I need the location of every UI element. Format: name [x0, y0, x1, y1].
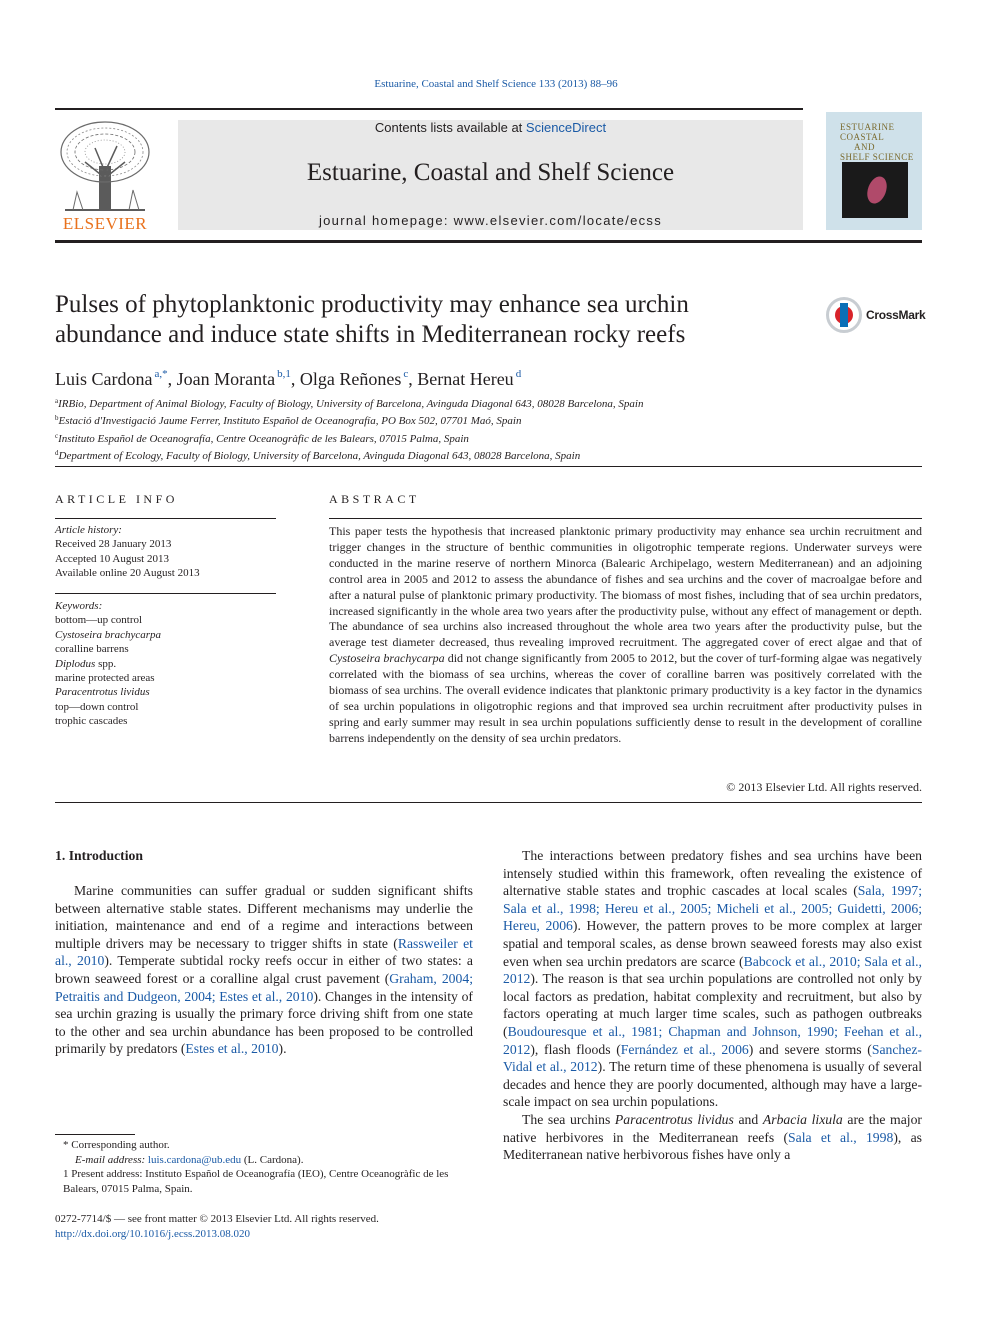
- issn-line: 0272-7714/$ — see front matter © 2013 Elsevier Ltd. All rights reserved.: [55, 1213, 379, 1225]
- author-affiliation-marker[interactable]: b,1: [277, 368, 291, 380]
- elsevier-logo[interactable]: [55, 118, 155, 234]
- intro-left-column: Marine communities can suffer gradual or sudden significant shifts between alternative stable states. Different mechanisms may underlie the initiation, maintenance and end of a regime and interactions between multiple drivers may be necessary to trigger shifts in state (Rassweiler et al., 2010). Temperate subtidal rocky reefs occur in either of two states: a brown seaweed forest or a coralline algal crust pavement (Graham, 2004; Petraitis and Dudgeon, 2004; Estes et al., 2010). Changes in the intensity of sea urchin grazing is usually the primary force driving shift from one state to the other and sea urchin abundance has been proposed to be controlled primarily by predators (Estes et al., 2010).: [55, 883, 473, 1057]
- divider: [55, 802, 922, 803]
- keyword-item: Diplodus spp.: [55, 657, 117, 670]
- article-history: Article history: Received 28 January 2013 Accepted 10 August 2013 Available online 20 August 2013: [55, 523, 276, 581]
- history-item: Accepted 10 August 2013: [55, 552, 169, 565]
- front-matter: [55, 1212, 555, 1242]
- cover-title: ESTUARINE COASTAL AND SHELF SCIENCE: [840, 122, 914, 162]
- author-list: Luis Cardona $^{a,*}$, Joan Moranta $^{b,1}$, Olga Reñones $^c$, Bernat Hereu $^d$: [55, 368, 522, 389]
- article-info-label: ARTICLE INFO: [55, 492, 178, 506]
- intro-right-column: The interactions between predatory fishes and sea urchins have been intensely studied within this framework, often revealing the existence of alternative stable states and trophic cascades at local scales (Sala, 1997; Sala et al., 1998; Hereu et al., 2005; Micheli et al., 2005; Guidetti, 2006; Hereu, 2006). However, the pattern proves to be more complex at larger spatial and temporal scales, as dense brown seaweed forests may also exist even when sea urchin predators are scarce (Babcock et al., 2010; Sala et al., 2012). The reason is that sea urchin populations are controlled not only by local factors as predation, habitat complexity and recruitment, but also by factors operating at much larger time scales, such as pathogen outbreaks (Boudouresque et al., 1981; Chapman and Johnson, 1990; Feehan et al., 2012), flash floods (Fernández et al., 2006) and severe storms (Sanchez-Vidal et al., 2012). The return time of these phenomena is usually of several decades and hence they are poorly documented, although may have a large-scale impact on sea urchin populations. The sea urchins Paracentrotus lividus and Arbacia lixula are the major native herbivores in the Mediterranean reefs (Sala et al., 1998), as Mediterranean native herbivorous fishes have only a: [503, 848, 923, 1163]
- author-name[interactable]: Luis Cardona: [55, 369, 153, 389]
- divider: [55, 466, 922, 467]
- author-name[interactable]: Olga Reñones: [299, 369, 402, 389]
- article-title: Pulses of phytoplanktonic productivity may enhance sea urchin abundance and induce state shifts in Mediterranean rocky reefs: [55, 291, 689, 348]
- journal-cover-image[interactable]: [826, 112, 922, 230]
- crossmark-icon: [826, 297, 862, 333]
- keyword-item: top—down control: [55, 700, 139, 713]
- publisher-logo-text: ELSEVIER: [62, 214, 148, 233]
- citation-link[interactable]: Estes et al., 2010: [185, 1041, 279, 1057]
- divider: [55, 593, 276, 594]
- journal-title: Estuarine, Coastal and Shelf Science: [306, 159, 675, 186]
- journal-homepage[interactable]: journal homepage: www.elsevier.com/locate/ecss: [318, 213, 663, 228]
- section-heading: 1. Introduction: [55, 848, 143, 863]
- corresponding-author-note: * Corresponding author.: [63, 1139, 170, 1151]
- contents-line: [178, 120, 803, 136]
- affiliation-item: $^d$Department of Ecology, Faculty of Biology, University of Barcelona, Avinguda Diagonal 643, 08028 Barcelona, Spain: [55, 448, 581, 462]
- keywords: Keywords: bottom—up control Cystoseira brachycarpa coralline barrens Diplodus spp. marine protected areas Paracentrotus lividus top—down control trophic cascades: [55, 599, 276, 729]
- author-name[interactable]: Bernat Hereu: [417, 369, 514, 389]
- footnote-rule: [55, 1134, 135, 1135]
- author-name[interactable]: Joan Moranta: [176, 369, 276, 389]
- citation-link[interactable]: Sala et al., 1998: [788, 1129, 894, 1145]
- author-affiliation-marker[interactable]: a,*: [154, 368, 168, 380]
- footnotes: [55, 1138, 475, 1196]
- crossmark-label: CrossMark: [866, 308, 926, 322]
- affiliation-item: $^a$IRBio, Department of Animal Biology, Faculty of Biology, University of Barcelona, Avinguda Diagonal 643, 08028 Barcelona, Spain: [55, 397, 644, 410]
- copyright-notice: © 2013 Elsevier Ltd. All rights reserved.: [726, 780, 922, 794]
- journal-citation[interactable]: Estuarine, Coastal and Shelf Science 133 (2013) 88–96: [374, 78, 618, 90]
- citation-link[interactable]: Fernández et al., 2006: [620, 1041, 749, 1057]
- crossmark-badge[interactable]: [826, 297, 926, 335]
- divider: [329, 518, 922, 519]
- citation-link[interactable]: Sanchez-Vidal et al., 2012: [503, 1041, 922, 1075]
- author-affiliation-marker[interactable]: d: [515, 368, 522, 380]
- history-item: Available online 20 August 2013: [55, 567, 200, 580]
- tree-icon: [55, 118, 155, 216]
- keyword-item: bottom—up control: [55, 614, 143, 627]
- affiliation-list: [55, 394, 915, 463]
- keyword-diplodus: Diplodus: [55, 657, 96, 670]
- contents-prefix: Contents lists available at: [374, 120, 526, 135]
- abstract-label: ABSTRACT: [329, 492, 420, 506]
- keyword-item: coralline barrens: [55, 643, 129, 656]
- history-item: Received 28 January 2013: [55, 538, 172, 551]
- divider: [55, 518, 276, 519]
- citation-link[interactable]: Sala, 1997; Sala et al., 1998; Hereu et al., 2005; Micheli et al., 2005; Guidetti, 2006; Hereu, 2006: [503, 883, 922, 934]
- affiliation-item: $^b$Estació d'Investigació Jaume Ferrer, Instituto Español de Oceanografía, PO Box 502, 07701 Maó, Spain: [55, 414, 522, 428]
- header-rule-thick: [55, 240, 922, 243]
- citation-link[interactable]: Graham, 2004; Petraitis and Dudgeon, 2004; Estes et al., 2010: [55, 970, 473, 1004]
- author-affiliation-marker[interactable]: c: [403, 368, 409, 380]
- keyword-item: marine protected areas: [55, 672, 155, 685]
- doi-link[interactable]: http://dx.doi.org/10.1016/j.ecss.2013.08.020: [55, 1228, 251, 1240]
- cover-photo: [842, 162, 908, 218]
- present-address-note: 1 Present address: Instituto Español de Oceanografía (IEO), Centre Oceanogràfic de les Balears, 07015 Palma, Spain.: [63, 1168, 449, 1195]
- email-note: E-mail address: luis.cardona@ub.edu (L. Cardona).: [75, 1153, 304, 1166]
- sciencedirect-link[interactable]: ScienceDirect: [525, 120, 607, 135]
- citation-link[interactable]: Rassweiler et al., 2010: [55, 935, 473, 969]
- affiliation-item: $^c$Instituto Español de Oceanografía, Centre Oceanogràfic de les Balears, 07015 Palma, Spain: [55, 431, 469, 445]
- citation-link[interactable]: Boudouresque et al., 1981; Chapman and Johnson, 1990; Feehan et al., 2012: [503, 1023, 922, 1057]
- keyword-item: Paracentrotus lividus: [55, 686, 150, 699]
- header-rule: [55, 108, 803, 110]
- keyword-item: trophic cascades: [55, 715, 128, 728]
- keyword-item: Cystoseira brachycarpa: [55, 628, 162, 641]
- email-link[interactable]: luis.cardona@ub.edu: [147, 1153, 242, 1166]
- citation-link[interactable]: Babcock et al., 2010; Sala et al., 2012: [503, 953, 922, 987]
- abstract-text: This paper tests the hypothesis that increased planktonic primary productivity may enhance sea urchin recruitment and trigger changes in the structure of benthic communities in oligotrophic temperate regions. Underwater surveys were conducted in the marine reserve of northern Minorca (Balearic Archipelago, western Mediterranean) and an adjoining control area in 2005 and 2012 to assess the abundance of fishes and sea urchins and the cover of macroalgae before and after a natural pulse of planktonic primary productivity. The biomass of most fishes, including that of sea urchin predators, increased significantly in the whole area two years after the productivity pulse, without any effect of management or depth. The abundance of sea urchins also increased throughout the whole area two years after the productivity pulse, but the average test diameter decreased, thus revealing improved recruitment. The aggregated cover of erect algae and that of Cystoseira brachycarpa did not change significantly from 2005 to 2012, but the cover of turf-forming algae was negatively correlated with the biomass of sea urchins, whereas the cover of coralline barren was positively correlated with the biomass of sea urchins. The overall evidence indicates that planktonic primary productivity is a key factor in the dynamics of sea urchin populations in oligotrophic regions and that improved sea urchin recruitment after productivity pulses in spring and early summer may result in sea urchin populations sufficiently dense to result in the development of coralline barrens independently on the density of sea urchin predators.: [329, 524, 922, 745]
